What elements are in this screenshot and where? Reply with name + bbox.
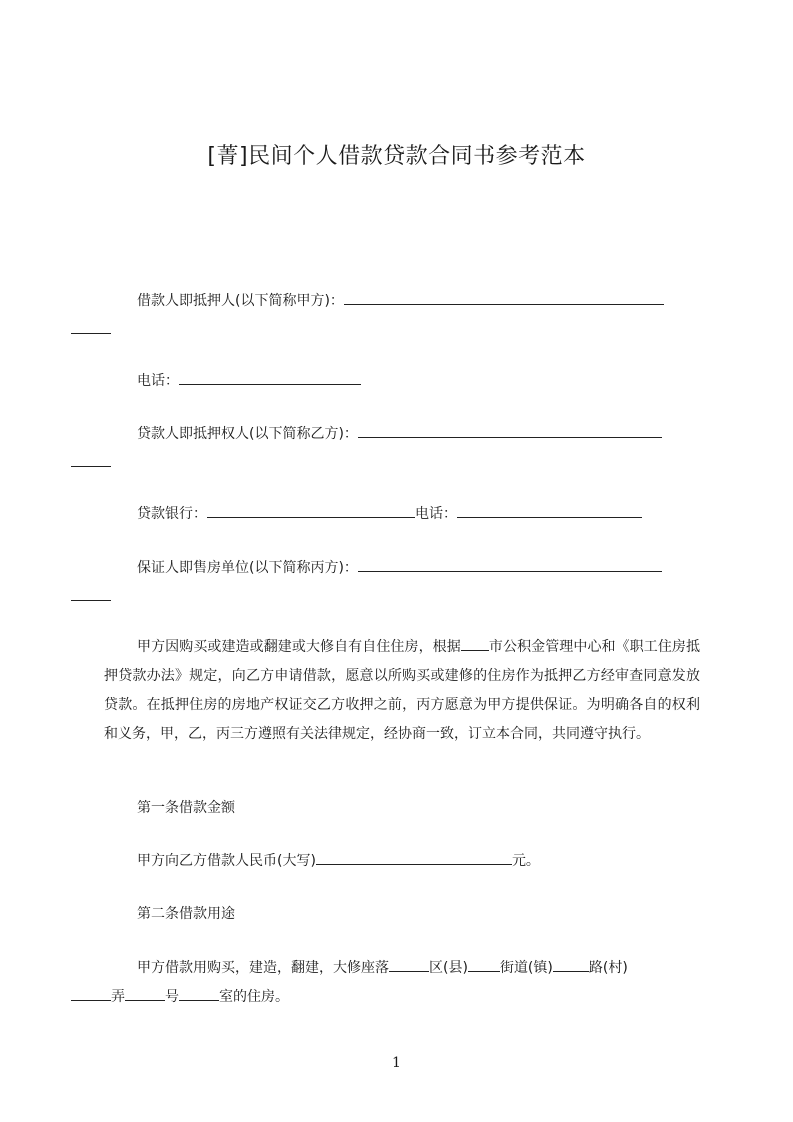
lender-blank-cont bbox=[71, 451, 111, 467]
article2-seg1: 甲方借款用购买，建造，翻建，大修座落 bbox=[137, 960, 389, 976]
lane-blank bbox=[71, 985, 111, 1001]
article1-heading: 第一条借款金额 bbox=[137, 800, 235, 816]
article2-seg7: 室的住房。 bbox=[219, 989, 289, 1005]
street-blank bbox=[468, 956, 500, 972]
room-blank bbox=[179, 985, 219, 1001]
article2-heading: 第二条借款用途 bbox=[137, 906, 235, 922]
article2-text bbox=[104, 954, 700, 1012]
phone-line bbox=[104, 367, 700, 396]
borrower-line bbox=[104, 287, 700, 345]
borrower-blank bbox=[344, 289, 664, 305]
guarantor-label: 保证人即售房单位(以下简称丙方)： bbox=[137, 560, 358, 576]
lender-blank bbox=[358, 422, 662, 438]
bank-label: 贷款银行： bbox=[137, 506, 207, 522]
amount-blank bbox=[316, 849, 512, 865]
road-blank bbox=[553, 956, 589, 972]
guarantor-line bbox=[104, 554, 700, 612]
borrower-label: 借款人即抵押人(以下简称甲方)： bbox=[137, 293, 344, 309]
page-number: 1 bbox=[392, 1055, 401, 1071]
article2-seg5: 弄 bbox=[111, 989, 125, 1005]
article2-seg3: 街道(镇) bbox=[499, 960, 553, 976]
preamble-part2: 市公积金管理中心和《职工住房抵押贷款办法》规定，向乙方申请借款，愿意以所购买或建修的住房作为抵押乙方经审查同意发放贷款。在抵押住房的房地产权证交乙方收押之前，丙方愿意为甲方提供保证。为明确各自的权利和义务，甲，乙，丙三方遵照有关法律规定，经协商一致，订立本合同，共同遵守执行。 bbox=[104, 639, 701, 742]
bank-phone-label: 电话： bbox=[415, 506, 457, 522]
bank-line bbox=[104, 500, 700, 529]
preamble-paragraph bbox=[104, 633, 700, 749]
phone-label: 电话： bbox=[137, 373, 179, 389]
borrower-blank-cont bbox=[71, 318, 111, 334]
document-title: [菁]民间个人借款贷款合同书参考范本 bbox=[207, 144, 586, 169]
city-blank bbox=[461, 635, 489, 651]
phone-blank bbox=[179, 369, 361, 385]
bank-phone-blank bbox=[457, 502, 642, 518]
article1-text-before: 甲方向乙方借款人民币(大写) bbox=[137, 853, 316, 869]
bank-blank bbox=[207, 502, 415, 518]
guarantor-blank-cont bbox=[71, 585, 111, 601]
lender-label: 贷款人即抵押权人(以下简称乙方)： bbox=[137, 426, 358, 442]
guarantor-blank bbox=[358, 556, 662, 572]
number-blank bbox=[125, 985, 165, 1001]
article2-seg6: 号 bbox=[165, 989, 179, 1005]
district-blank bbox=[389, 956, 429, 972]
preamble-part1: 甲方因购买或建造或翻建或大修自有自住住房，根据 bbox=[137, 639, 461, 655]
lender-line bbox=[104, 420, 700, 478]
article2-seg2: 区(县) bbox=[429, 960, 468, 976]
article1-text-after: 元。 bbox=[511, 853, 540, 869]
article1-text bbox=[104, 847, 700, 876]
article2-seg4: 路(村) bbox=[588, 960, 628, 976]
